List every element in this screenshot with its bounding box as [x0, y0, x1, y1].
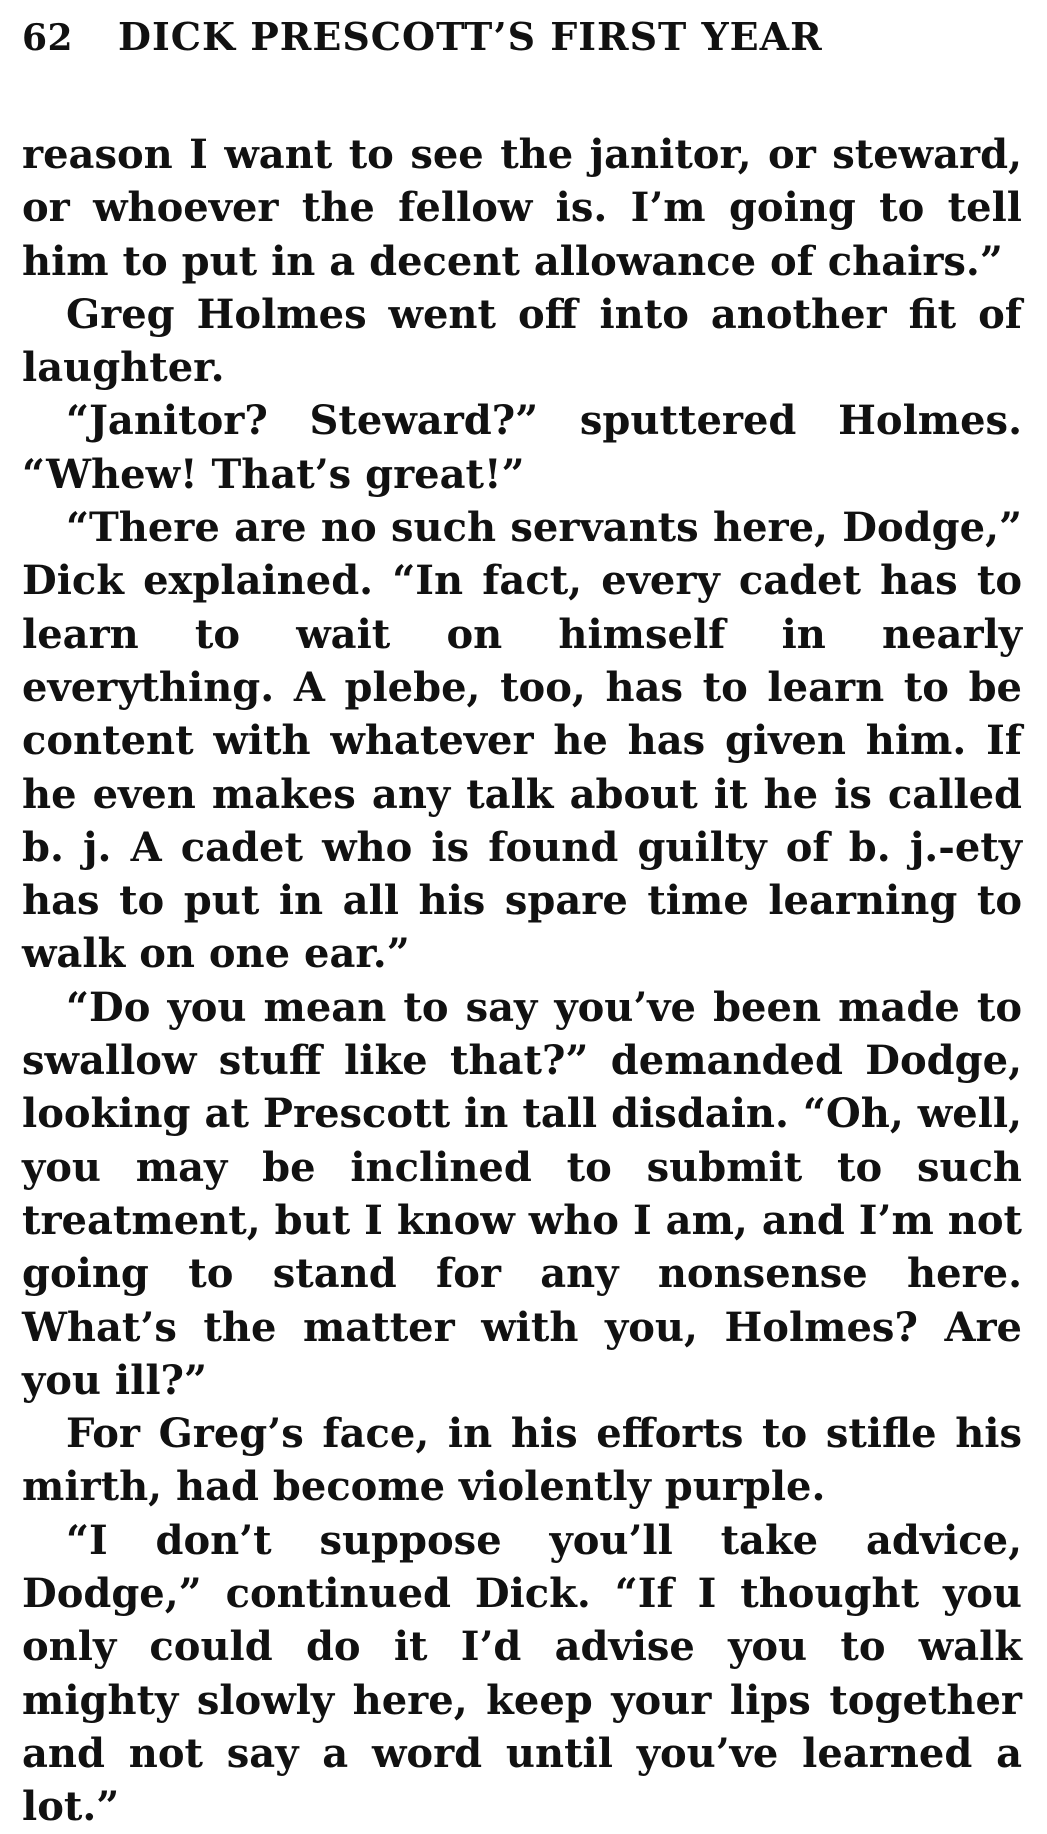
- paragraph: “Janitor? Steward?” sputtered Holmes. “Whew! That’s great!”: [22, 397, 1022, 498]
- running-head: [22, 14, 1022, 66]
- book-page: [22, 14, 1022, 1834]
- page-number: 62: [22, 17, 74, 59]
- paragraph: For Greg’s face, in his efforts to stifle his mirth, had become violently purple.: [22, 1410, 1022, 1511]
- body-text: [22, 128, 1022, 1834]
- paragraph: “I don’t suppose you’ll take advice, Dodge,” continued Dick. “If I thought you only could do it I’d advise you to walk mighty slowly here, keep your lips together and not say a word until you’ve learned a lot.”: [22, 1516, 1022, 1831]
- paragraph: reason I want to see the janitor, or steward, or whoever the fellow is. I’m going to tell him to put in a decent allowance of chairs.”: [22, 131, 1022, 285]
- paragraph: “There are no such servants here, Dodge,” Dick explained. “In fact, every cadet has to learn to wait on himself in nearly everything. A plebe, too, has to learn to be content with whatever he has given him. If he even makes any talk about it he is called b. j. A cadet who is found guilty of b. j.-ety has to put in all his spare time learning to walk on one ear.”: [22, 504, 1022, 978]
- running-title: DICK PRESCOTT’S FIRST YEAR: [118, 14, 823, 59]
- paragraph: Greg Holmes went off into another fit of laughter.: [22, 290, 1022, 392]
- paragraph: “Do you mean to say you’ve been made to swallow stuff like that?” demanded Dodge, looking at Prescott in tall disdain. “Oh, well, you may be inclined to submit to such treatment, but I know who I am, and I’m not going to stand for any nonsense here. What’s the matter with you, Holmes? Are you ill?”: [22, 983, 1022, 1404]
